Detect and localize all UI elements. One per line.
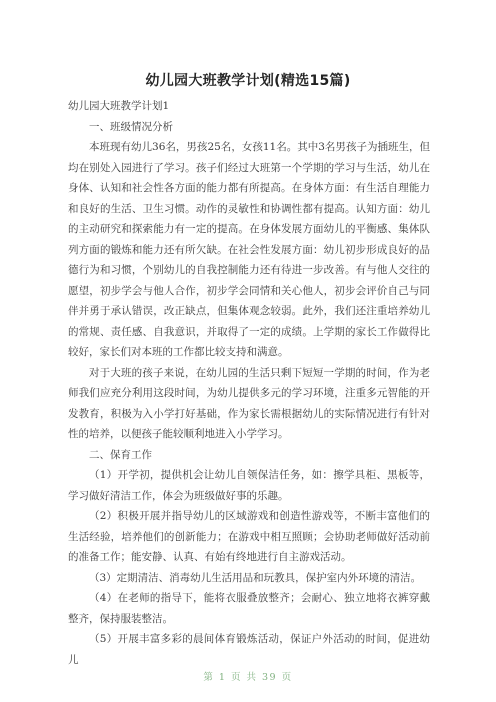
paragraph: 一、班级情况分析 <box>89 120 173 133</box>
paragraph: （5）开展丰富多彩的晨间体育锻炼活动，保证户外活动的时间，促进幼儿 <box>68 633 430 666</box>
paragraph: 二、保育工作 <box>89 448 152 461</box>
paragraph: 对于大班的孩子来说，在幼儿园的生活只剩下短短一学期的时间，作为老师我们应充分利用这段时间，为幼儿提供多元的学习环境，注重多元智能的开发教育，积极为入小学打好基础，作为家长需根据幼儿的实际情况进行有针对性的培养，以便孩子能较顺利地进入小学学习。 <box>68 366 430 440</box>
paragraph: （3）定期清洁、消毒幼儿生活用品和玩教具，保护室内外环境的清洁。 <box>89 571 422 584</box>
paragraph: （1）开学初，提供机会让幼儿自领保洁任务，如：擦学具柜、黑板等，学习做好清洁工作，体会为班级做好事的乐趣。 <box>68 469 430 502</box>
document-body <box>68 96 430 670</box>
paragraph: （4）在老师的指导下，能将衣服叠放整齐；会耐心、独立地将衣裤穿戴整齐，保持服装整洁。 <box>68 592 430 625</box>
paragraph: （2）积极开展并指导幼儿的区域游戏和创造性游戏等，不断丰富他们的生活经验，培养他们的创新能力；在游戏中相互照顾；会协助老师做好活动前的准备工作；能安静、认真、有始有终地进行自主游戏活动。 <box>68 510 430 563</box>
page-number-footer: 第 1 页 共 39 页 <box>203 672 293 683</box>
document-title: 幼儿园大班教学计划(精选15篇) <box>145 73 351 89</box>
paragraph: 本班现有幼儿36名，男孩25名，女孩11名。其中3名男孩子为插班生，但均在别处入园进行了学习。孩子们经过大班第一个学期的学习与生活，幼儿在身体、认知和社会性各方面的能力都有所提高。在身体方面：有生活自理能力和良好的生活、卫生习惯。动作的灵敏性和协调性都有提高。认知方面：幼儿的主动研究和探索能力有一定的提高。在身体发展方面幼儿的平衡感、集体队列方面的锻炼和能力还有所欠缺。在社会性发展方面：幼儿初步形成良好的品德行为和习惯，个别幼儿的自我控制能力还有待进一步改善。有与他人交往的愿望，初步学会与他人合作，初步学会同情和关心他人，初步会评价自己与同伴并勇于承认错误，改正缺点，但集体观念较弱。此外，我们还注重培养幼儿的常规、责任感、自我意识，并取得了一定的成绩。上学期的家长工作做得比较好，家长们对本班的工作都比较支持和满意。 <box>68 141 430 358</box>
document-subtitle: 幼儿园大班教学计划1 <box>68 100 170 112</box>
